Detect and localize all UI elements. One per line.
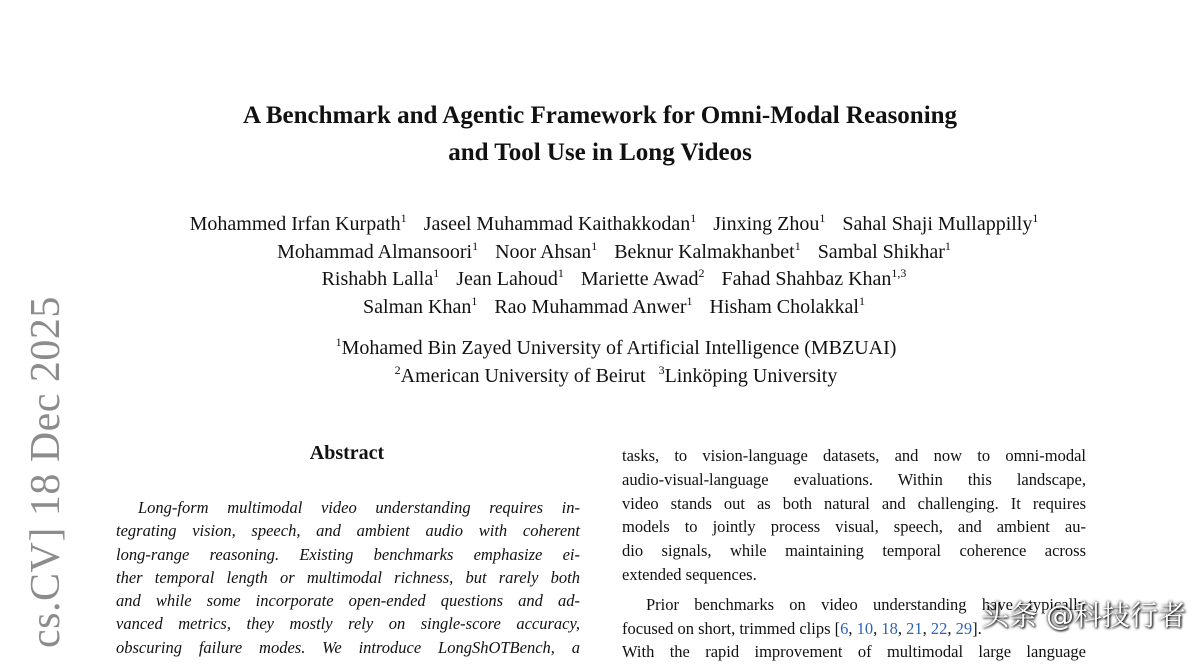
intro-line: Prior benchmarks on video understanding have typically bbox=[646, 594, 1086, 614]
author-name: Jaseel Muhammad Kaithakkodan bbox=[423, 213, 691, 235]
author-name: Sambal Shikhar bbox=[817, 240, 945, 263]
author-list bbox=[0, 211, 1200, 321]
citation-link[interactable]: 22 bbox=[930, 618, 948, 638]
author bbox=[818, 239, 951, 267]
affiliation bbox=[336, 334, 897, 362]
affiliation bbox=[659, 362, 838, 390]
abstract-line: vanced metrics, they mostly rely on single-score accuracy, bbox=[116, 614, 580, 634]
author bbox=[721, 266, 906, 294]
author-line bbox=[0, 266, 1200, 294]
author bbox=[322, 266, 440, 294]
author-name: Jean Lahoud bbox=[456, 268, 558, 290]
affiliation-name: Linköping University bbox=[664, 365, 838, 387]
author-affiliation-mark: 1,3 bbox=[891, 266, 907, 280]
author-affiliation-mark: 1 bbox=[433, 266, 440, 280]
author bbox=[713, 211, 825, 239]
affiliation-line bbox=[0, 334, 1200, 362]
title-line-2: and Tool Use in Long Videos bbox=[448, 139, 752, 166]
affiliation-number: 2 bbox=[394, 363, 401, 377]
affiliation-name: American University of Beirut bbox=[400, 365, 646, 387]
abstract-line: and while some incorporate open-ended questions and ad- bbox=[116, 591, 580, 611]
author bbox=[363, 294, 477, 322]
author-name: Hisham Cholakkal bbox=[709, 295, 859, 318]
author-affiliation-mark: 1 bbox=[686, 293, 693, 308]
author-name: Jinxing Zhou bbox=[713, 213, 820, 235]
citation-link[interactable]: 29 bbox=[955, 618, 973, 638]
author-line bbox=[0, 211, 1200, 239]
citation-link[interactable]: 21 bbox=[906, 618, 923, 638]
author bbox=[456, 266, 564, 294]
author-line bbox=[0, 239, 1200, 267]
author bbox=[190, 211, 407, 239]
author-affiliation-mark: 1 bbox=[591, 238, 598, 253]
author-affiliation-mark: 1 bbox=[794, 238, 801, 253]
author-name: Noor Ahsan bbox=[495, 240, 592, 263]
author bbox=[710, 294, 865, 322]
author-affiliation-mark: 1 bbox=[400, 211, 407, 225]
abstract-line: tegrating vision, speech, and ambient audio with coherent bbox=[116, 521, 580, 541]
author-name: Mohammad Almansoori bbox=[277, 240, 473, 263]
intro-line: audio-visual-language evaluations. Within this landscape, bbox=[622, 469, 1086, 489]
author-name: Rao Muhammad Anwer bbox=[494, 295, 687, 318]
author-name: Mariette Awad bbox=[580, 268, 699, 290]
author bbox=[842, 211, 1038, 239]
intro-line: video stands out as both natural and challenging. It requires bbox=[622, 493, 1086, 513]
author-name: Mohammed Irfan Kurpath bbox=[189, 213, 401, 235]
intro-line: extended sequences. bbox=[622, 564, 757, 584]
author bbox=[495, 239, 597, 267]
abstract-line: ther temporal length or multimodal richness, but rarely both bbox=[116, 567, 580, 587]
author-name: Salman Khan bbox=[363, 295, 472, 318]
intro-line-text: focused on short, trimmed clips [ bbox=[622, 618, 841, 638]
author-name: Fahad Shahbaz Khan bbox=[721, 268, 892, 290]
abstract-line: Long-form multimodal video understanding requires in- bbox=[138, 498, 580, 517]
author-affiliation-mark: 2 bbox=[698, 266, 705, 280]
title-line-1: A Benchmark and Agentic Framework for Omni-Modal Reasoning bbox=[242, 102, 958, 129]
watermark-overlay: 头条 @科技行者 bbox=[981, 599, 1186, 632]
intro-line: models to jointly process visual, speech, and ambient au- bbox=[622, 517, 1086, 537]
affiliation-name: Mohamed Bin Zayed University of Artificial Intelligence (MBZUAI) bbox=[341, 337, 897, 359]
author-affiliation-mark: 1 bbox=[858, 293, 865, 308]
author-affiliation-mark: 1 bbox=[472, 238, 479, 253]
affiliation-number: 1 bbox=[335, 335, 342, 349]
abstract-line: long-range reasoning. Existing benchmarks emphasize ei- bbox=[116, 544, 580, 564]
citation-link[interactable]: 6 bbox=[840, 618, 849, 638]
author-name: Beknur Kalmakhanbet bbox=[614, 240, 795, 263]
intro-paragraph-1 bbox=[622, 444, 1086, 587]
affiliation-line bbox=[0, 362, 1200, 390]
author-affiliation-mark: 1 bbox=[819, 211, 826, 225]
intro-line: focused on short, trimmed clips [6, 10, 18, 21, 22, 29]. bbox=[622, 618, 982, 638]
abstract-heading: Abstract bbox=[309, 442, 385, 464]
author-affiliation-mark: 1 bbox=[690, 211, 697, 225]
author-affiliation-mark: 1 bbox=[557, 266, 564, 280]
arxiv-id-stamp: cs.CV] 18 Dec 2025 bbox=[23, 296, 69, 648]
author-name: Rishabh Lalla bbox=[321, 268, 434, 290]
citation-link[interactable]: 18 bbox=[881, 618, 898, 638]
paper-title bbox=[0, 97, 1200, 171]
author bbox=[494, 294, 692, 322]
intro-line: With the rapid improvement of multimodal large language bbox=[622, 642, 1086, 662]
author bbox=[277, 239, 478, 267]
author-affiliation-mark: 1 bbox=[1032, 211, 1039, 225]
author-name: Sahal Shaji Mullappilly bbox=[842, 213, 1033, 235]
affiliation-list bbox=[0, 334, 1200, 390]
author-line bbox=[0, 294, 1200, 322]
abstract-line: obscuring failure modes. We introduce LongShOTBench, a bbox=[116, 637, 580, 657]
author bbox=[581, 266, 705, 294]
author bbox=[424, 211, 697, 239]
abstract-body bbox=[116, 496, 580, 659]
intro-line: tasks, to vision-language datasets, and now to omni-modal bbox=[622, 446, 1086, 465]
author-affiliation-mark: 1 bbox=[471, 293, 478, 308]
affiliation bbox=[395, 362, 646, 390]
author bbox=[614, 239, 801, 267]
author-affiliation-mark: 1 bbox=[944, 238, 951, 253]
citation-link[interactable]: 10 bbox=[856, 618, 874, 638]
affiliation-number: 3 bbox=[658, 363, 665, 377]
intro-line: dio signals, while maintaining temporal coherence across bbox=[622, 541, 1086, 561]
